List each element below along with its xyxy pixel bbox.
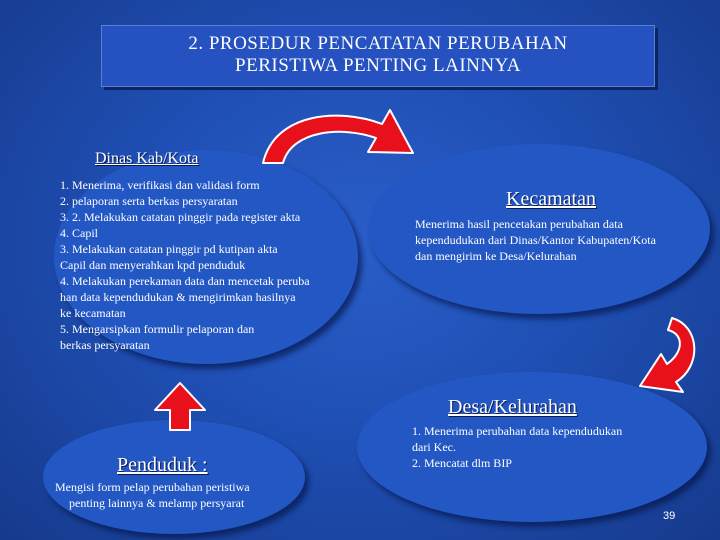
description-line: Menerima hasil pencetakan perubahan data xyxy=(415,217,623,231)
page-number: 39 xyxy=(663,510,676,522)
list-item: han data kependudukan & mengirimkan hasilnya xyxy=(60,290,296,304)
desa-heading: Desa/Kelurahan xyxy=(448,396,577,418)
desa-task-list xyxy=(412,423,622,471)
list-item: dari Kec. xyxy=(412,440,456,454)
penduduk-description xyxy=(55,479,250,511)
list-item: 3. Melakukan catatan pinggir pd kutipan akta xyxy=(60,242,278,256)
list-item: 1. Menerima perubahan data kependudukan xyxy=(412,424,623,438)
title-line-2: PERISTIWA PENTING LAINNYA xyxy=(235,55,521,76)
kecamatan-description xyxy=(415,216,656,264)
description-line: penting lainnya & melamp persyarat xyxy=(69,496,245,510)
list-item: berkas persyaratan xyxy=(60,338,150,352)
list-item: 2. pelaporan serta berkas persyaratan xyxy=(60,194,238,208)
arrow-penduduk-to-dinas xyxy=(155,383,205,430)
list-item: 4. Melakukan perekaman data dan mencetak peruba xyxy=(60,274,310,288)
list-item: 4. Capil xyxy=(60,226,98,240)
list-item: ke kecamatan xyxy=(60,306,126,320)
list-item: 5. Mengarsipkan formulir pelaporan dan xyxy=(60,322,255,336)
list-item: 2. Mencatat dlm BIP xyxy=(412,456,512,470)
list-item: Capil dan menyerahkan kpd penduduk xyxy=(60,258,246,272)
arrow-dinas-to-kecamatan xyxy=(263,110,413,163)
description-line: kependudukan dari Dinas/Kantor Kabupaten/Kota xyxy=(415,233,656,247)
dinas-task-list xyxy=(60,177,310,353)
list-item: 3. 2. Melakukan catatan pinggir pada register akta xyxy=(60,210,301,224)
title-line-1: 2. PROSEDUR PENCATATAN PERUBAHAN xyxy=(188,33,568,54)
penduduk-heading: Penduduk : xyxy=(117,454,208,476)
dinas-heading: Dinas Kab/Kota xyxy=(95,150,199,167)
description-line: Mengisi form pelap perubahan peristiwa xyxy=(55,480,250,494)
arrow-kecamatan-to-desa xyxy=(640,318,694,392)
kecamatan-heading: Kecamatan xyxy=(506,188,596,210)
list-item: 1. Menerima, verifikasi dan validasi form xyxy=(60,178,260,192)
description-line: dan mengirim ke Desa/Kelurahan xyxy=(415,249,577,263)
